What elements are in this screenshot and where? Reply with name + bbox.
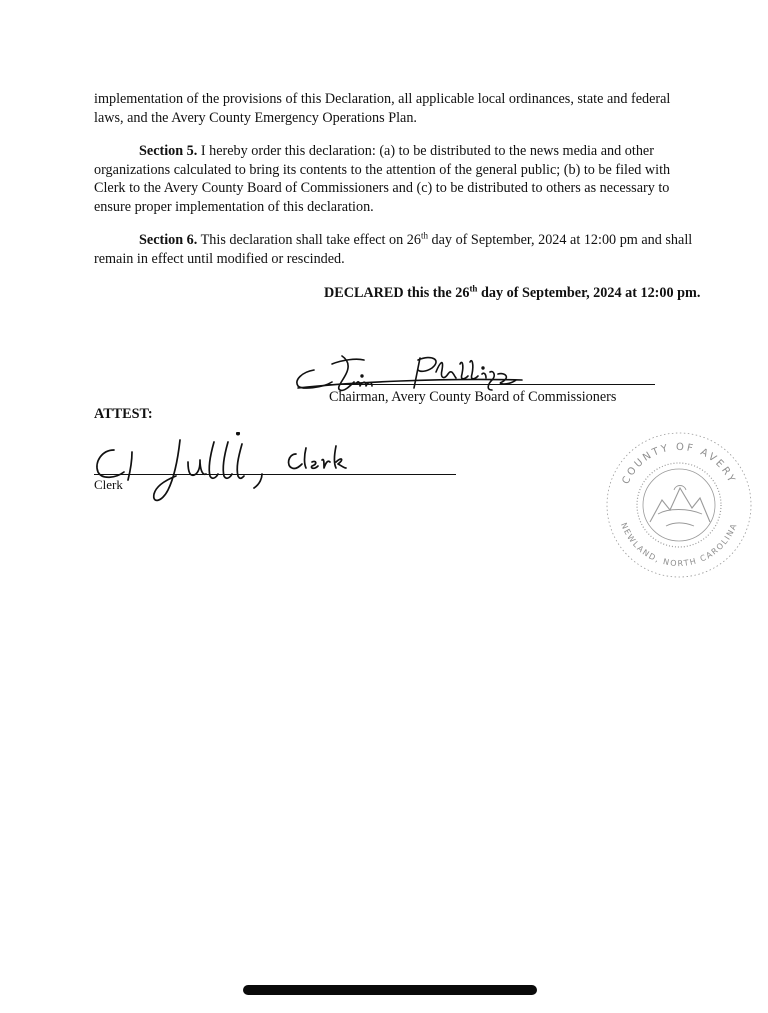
- clerk-signature-line: [94, 474, 456, 475]
- seal-top-text: COUNTY OF AVERY: [620, 441, 738, 487]
- clerk-signature: [92, 432, 362, 512]
- declared-text-b: day of September, 2024 at 12:00 pm.: [477, 285, 701, 301]
- declared-text-a: DECLARED this the 26: [324, 285, 470, 301]
- declared-sup: th: [469, 283, 478, 294]
- section-6: [94, 231, 694, 268]
- county-seal: [604, 430, 754, 580]
- chairman-title: Chairman, Avery County Board of Commissioners: [329, 389, 617, 405]
- paragraph-continuation-text: implementation of the provisions of this Declaration, all applicable local ordinances, state and federal laws, and the Avery County Emergency Operations Plan.: [94, 91, 671, 126]
- clerk-label: Clerk: [94, 477, 123, 492]
- section-5-heading: Section 5.: [139, 143, 198, 159]
- section-5-text: I hereby order this declaration: (a) to be distributed to the news media and other organizations calculated to bring its contents to the attention of the general public; (b) to be filed with Clerk to the Avery County Board of Commissioners and (c) to be distributed to others as necessary to ensure proper implementation of this declaration.: [94, 143, 671, 215]
- section-6-heading: Section 6.: [139, 232, 198, 248]
- chairman-signature-line: [326, 384, 655, 385]
- attest-label: ATTEST:: [94, 406, 153, 422]
- section-6-sup: th: [420, 230, 428, 241]
- section-5: [94, 142, 694, 216]
- section-6-text-b: day of September, 2024 at 12:00 pm and shall remain in effect until modified or rescinded.: [94, 232, 693, 267]
- section-6-text-a: This declaration shall take effect on 26: [197, 232, 421, 248]
- seal-bottom-text: NEWLAND, NORTH CAROLINA: [619, 521, 739, 569]
- svg-text:NEWLAND, NORTH CAROLINA: [619, 521, 739, 568]
- declared-statement: [324, 284, 704, 303]
- svg-text:COUNTY OF AVERY: [620, 442, 737, 486]
- paragraph-continuation: [94, 90, 694, 127]
- home-indicator-bar[interactable]: [243, 985, 537, 995]
